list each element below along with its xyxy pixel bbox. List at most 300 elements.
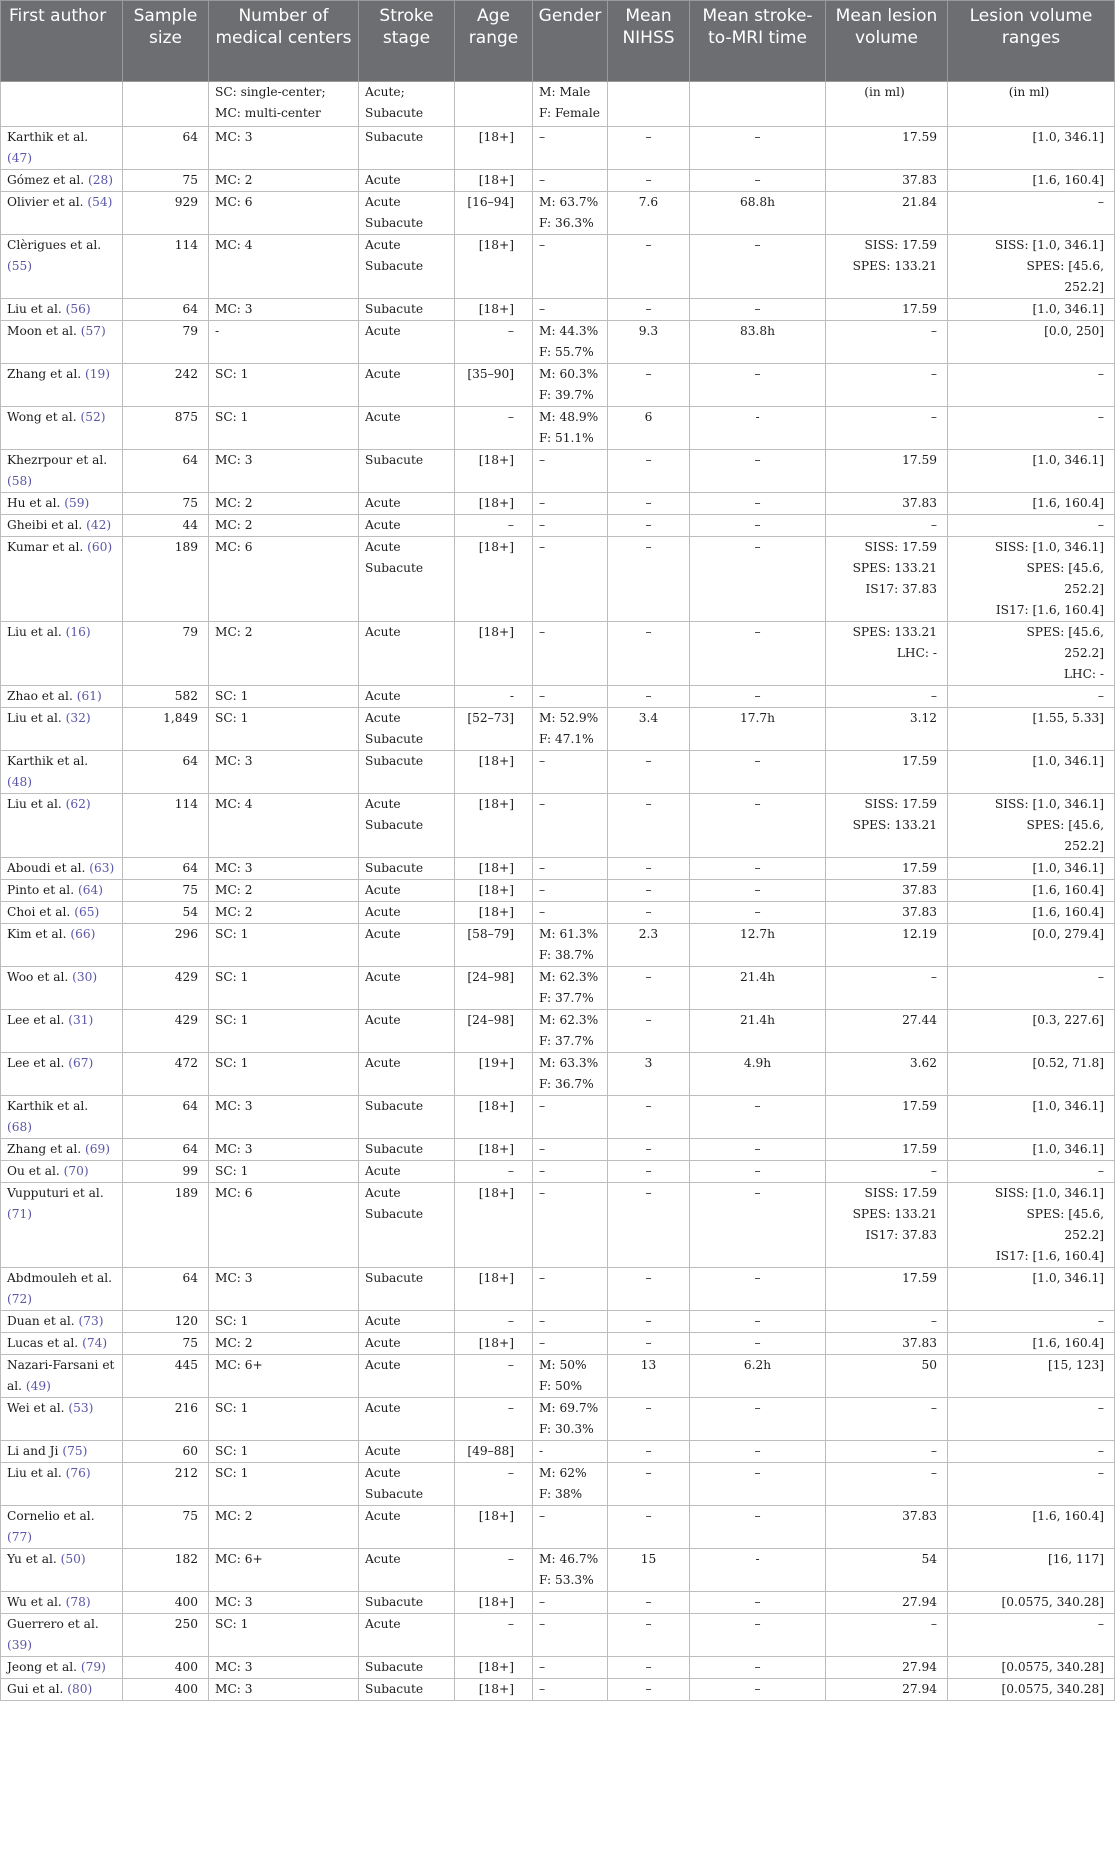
cell-lesion-volume-ranges: [1.6, 160.4] (948, 1333, 1115, 1355)
cell-mean-nihss: – (608, 1657, 690, 1679)
author-name: Wong et al. (7, 410, 81, 424)
cell-stroke-stage: Subacute (359, 1096, 455, 1139)
table-row (1, 1183, 1115, 1268)
reference-link[interactable]: (79) (80, 1660, 106, 1674)
cell-age-range: [24–98] (455, 967, 533, 1010)
note-age-range (455, 82, 533, 127)
cell-sample-size: 79 (123, 622, 209, 686)
cell-first-author (1, 1355, 123, 1398)
cell-gender: – (533, 1161, 608, 1183)
cell-first-author (1, 622, 123, 686)
cell-stroke-to-mri-time: 17.7h (690, 708, 826, 751)
cell-stroke-to-mri-time: – (690, 235, 826, 299)
cell-age-range: [58–79] (455, 924, 533, 967)
cell-stroke-to-mri-time: - (690, 1549, 826, 1592)
author-name: Liu et al. (7, 797, 66, 811)
cell-sample-size: 429 (123, 967, 209, 1010)
cell-lesion-volume-ranges: SPES: [45.6, 252.2] LHC: - (948, 622, 1115, 686)
cell-mean-lesion-volume: SISS: 17.59 SPES: 133.21 (826, 235, 948, 299)
cell-medical-centers: MC: 2 (209, 902, 359, 924)
reference-link[interactable]: (72) (7, 1292, 33, 1306)
author-name: Jeong et al. (7, 1660, 81, 1674)
cell-stroke-stage: Acute (359, 493, 455, 515)
cell-stroke-to-mri-time: – (690, 299, 826, 321)
cell-gender: – (533, 515, 608, 537)
cell-age-range: [18+] (455, 1333, 533, 1355)
cell-stroke-to-mri-time: – (690, 1311, 826, 1333)
reference-link[interactable]: (56) (65, 302, 91, 316)
author-name: Lee et al. (7, 1013, 69, 1027)
cell-age-range: [18+] (455, 1657, 533, 1679)
author-name: Karthik et al. (7, 1099, 89, 1113)
cell-gender: – (533, 1592, 608, 1614)
cell-mean-lesion-volume: 27.94 (826, 1657, 948, 1679)
cell-mean-nihss: 13 (608, 1355, 690, 1398)
cell-mean-nihss: – (608, 858, 690, 880)
cell-gender: – (533, 299, 608, 321)
table-row (1, 299, 1115, 321)
cell-mean-nihss: – (608, 1311, 690, 1333)
cell-gender: – (533, 1679, 608, 1701)
cell-sample-size: 64 (123, 751, 209, 794)
reference-link[interactable]: (53) (68, 1401, 94, 1415)
table-row (1, 1333, 1115, 1355)
cell-stroke-to-mri-time: – (690, 1161, 826, 1183)
table-row (1, 1053, 1115, 1096)
cell-mean-lesion-volume: – (826, 407, 948, 450)
cell-medical-centers: SC: 1 (209, 1614, 359, 1657)
cell-medical-centers: MC: 2 (209, 515, 359, 537)
reference-link[interactable]: (74) (82, 1336, 108, 1350)
cell-stroke-stage: Subacute (359, 751, 455, 794)
cell-sample-size: 400 (123, 1679, 209, 1701)
cell-lesion-volume-ranges: [1.0, 346.1] (948, 1268, 1115, 1311)
cell-mean-lesion-volume: 3.12 (826, 708, 948, 751)
cell-stroke-stage: Acute Subacute (359, 708, 455, 751)
reference-link[interactable]: (48) (7, 775, 33, 789)
cell-gender: – (533, 1614, 608, 1657)
cell-lesion-volume-ranges: [1.0, 346.1] (948, 450, 1115, 493)
cell-stroke-stage: Acute Subacute (359, 235, 455, 299)
cell-stroke-stage: Acute (359, 364, 455, 407)
cell-sample-size: 75 (123, 880, 209, 902)
reference-link[interactable]: (16) (65, 625, 91, 639)
cell-mean-lesion-volume: 17.59 (826, 858, 948, 880)
reference-link[interactable]: (31) (68, 1013, 94, 1027)
col-header-lesion-volume-ranges: Lesion volume ranges (948, 1, 1115, 82)
reference-link[interactable]: (78) (65, 1595, 91, 1609)
cell-mean-nihss: – (608, 902, 690, 924)
cell-stroke-to-mri-time: – (690, 1506, 826, 1549)
cell-mean-lesion-volume: 21.84 (826, 192, 948, 235)
cell-stroke-stage: Acute (359, 1053, 455, 1096)
cell-age-range: [18+] (455, 1183, 533, 1268)
cell-stroke-stage: Acute (359, 321, 455, 364)
reference-link[interactable]: (28) (88, 173, 114, 187)
reference-link[interactable]: (66) (70, 927, 96, 941)
cell-medical-centers: MC: 6+ (209, 1355, 359, 1398)
cell-sample-size: 75 (123, 493, 209, 515)
cell-age-range: – (455, 407, 533, 450)
cell-lesion-volume-ranges: – (948, 364, 1115, 407)
cell-stroke-to-mri-time: – (690, 1139, 826, 1161)
col-header-stroke-to-mri-time: Mean stroke-to-MRI time (690, 1, 826, 82)
cell-gender: – (533, 1268, 608, 1311)
cell-first-author (1, 858, 123, 880)
cell-sample-size: 189 (123, 537, 209, 622)
cell-stroke-stage: Subacute (359, 1679, 455, 1701)
cell-age-range: [18+] (455, 1506, 533, 1549)
cell-mean-nihss: – (608, 1096, 690, 1139)
cell-lesion-volume-ranges: – (948, 1441, 1115, 1463)
cell-lesion-volume-ranges: [0.3, 227.6] (948, 1010, 1115, 1053)
table-row (1, 967, 1115, 1010)
cell-age-range: [18+] (455, 1139, 533, 1161)
cell-stroke-stage: Acute (359, 902, 455, 924)
reference-link[interactable]: (67) (68, 1056, 94, 1070)
cell-stroke-to-mri-time: – (690, 1183, 826, 1268)
author-name: Gheibi et al. (7, 518, 87, 532)
cell-medical-centers: SC: 1 (209, 1398, 359, 1441)
table-row (1, 1010, 1115, 1053)
table-row (1, 1311, 1115, 1333)
table-row (1, 1441, 1115, 1463)
cell-medical-centers: SC: 1 (209, 1441, 359, 1463)
cell-first-author (1, 537, 123, 622)
cell-age-range: [18+] (455, 751, 533, 794)
cell-lesion-volume-ranges: – (948, 967, 1115, 1010)
cell-sample-size: 75 (123, 1506, 209, 1549)
col-header-age-range: Age range (455, 1, 533, 82)
author-name: Lucas et al. (7, 1336, 83, 1350)
cell-lesion-volume-ranges: – (948, 686, 1115, 708)
cell-medical-centers: MC: 3 (209, 1096, 359, 1139)
cell-age-range: [18+] (455, 235, 533, 299)
cell-stroke-to-mri-time: – (690, 1592, 826, 1614)
reference-link[interactable]: (55) (7, 259, 33, 273)
reference-link[interactable]: (60) (87, 540, 113, 554)
cell-sample-size: 54 (123, 902, 209, 924)
cell-medical-centers: MC: 3 (209, 450, 359, 493)
cell-stroke-to-mri-time: 21.4h (690, 1010, 826, 1053)
table-row (1, 1506, 1115, 1549)
table-row (1, 1268, 1115, 1311)
cell-lesion-volume-ranges: [1.0, 346.1] (948, 1096, 1115, 1139)
cell-age-range: – (455, 321, 533, 364)
cell-age-range: [18+] (455, 858, 533, 880)
cell-first-author (1, 192, 123, 235)
author-name: Cornelio et al. (7, 1509, 95, 1523)
cell-mean-lesion-volume: 37.83 (826, 170, 948, 192)
cell-mean-nihss: – (608, 686, 690, 708)
cell-stroke-to-mri-time: – (690, 858, 826, 880)
cell-lesion-volume-ranges: SISS: [1.0, 346.1] SPES: [45.6, 252.2] IS17: [1.6, 160.4] (948, 1183, 1115, 1268)
cell-stroke-to-mri-time: – (690, 1398, 826, 1441)
cell-lesion-volume-ranges: – (948, 192, 1115, 235)
cell-first-author (1, 1614, 123, 1657)
cell-mean-lesion-volume: 17.59 (826, 751, 948, 794)
reference-link[interactable]: (68) (7, 1120, 33, 1134)
reference-link[interactable]: (71) (7, 1207, 33, 1221)
cell-mean-nihss: – (608, 1398, 690, 1441)
cell-stroke-to-mri-time: – (690, 1333, 826, 1355)
cell-mean-nihss: – (608, 450, 690, 493)
reference-link[interactable]: (64) (77, 883, 103, 897)
note-gender: M: Male F: Female (533, 82, 608, 127)
reference-link[interactable]: (65) (74, 905, 100, 919)
table-row (1, 170, 1115, 192)
cell-first-author (1, 170, 123, 192)
cell-mean-lesion-volume: – (826, 967, 948, 1010)
note-medical-centers: SC: single-center; MC: multi-center (209, 82, 359, 127)
author-name: Liu et al. (7, 302, 66, 316)
cell-age-range: [18+] (455, 880, 533, 902)
reference-link[interactable]: (58) (7, 474, 33, 488)
cell-age-range: [52–73] (455, 708, 533, 751)
cell-gender: – (533, 858, 608, 880)
author-name: Lee et al. (7, 1056, 69, 1070)
cell-mean-nihss: – (608, 537, 690, 622)
cell-gender: – (533, 450, 608, 493)
cell-stroke-to-mri-time: 4.9h (690, 1053, 826, 1096)
cell-stroke-to-mri-time: – (690, 364, 826, 407)
cell-mean-lesion-volume: 27.44 (826, 1010, 948, 1053)
cell-lesion-volume-ranges: [1.6, 160.4] (948, 170, 1115, 192)
author-name: Liu et al. (7, 625, 66, 639)
author-name: Kumar et al. (7, 540, 88, 554)
cell-stroke-stage: Acute (359, 1506, 455, 1549)
cell-age-range: [18+] (455, 1096, 533, 1139)
cell-mean-lesion-volume: SPES: 133.21 LHC: - (826, 622, 948, 686)
reference-link[interactable]: (75) (62, 1444, 88, 1458)
reference-link[interactable]: (61) (76, 689, 102, 703)
cell-stroke-to-mri-time: 6.2h (690, 1355, 826, 1398)
cell-first-author (1, 924, 123, 967)
cell-age-range: [18+] (455, 1592, 533, 1614)
cell-first-author (1, 1679, 123, 1701)
cell-gender: M: 62.3% F: 37.7% (533, 1010, 608, 1053)
reference-link[interactable]: (52) (80, 410, 106, 424)
reference-link[interactable]: (54) (87, 195, 113, 209)
cell-first-author (1, 299, 123, 321)
cell-medical-centers: SC: 1 (209, 1161, 359, 1183)
cell-first-author (1, 1333, 123, 1355)
cell-mean-nihss: – (608, 299, 690, 321)
author-name: Moon et al. (7, 324, 81, 338)
cell-mean-nihss: – (608, 1161, 690, 1183)
reference-link[interactable]: (47) (7, 151, 33, 165)
cell-age-range: – (455, 515, 533, 537)
reference-link[interactable]: (39) (7, 1638, 33, 1652)
col-header-medical-centers: Number of medical centers (209, 1, 359, 82)
table-row (1, 880, 1115, 902)
reference-link[interactable]: (62) (65, 797, 91, 811)
cell-mean-lesion-volume: – (826, 1614, 948, 1657)
cell-lesion-volume-ranges: [1.6, 160.4] (948, 880, 1115, 902)
author-name: Olivier et al. (7, 195, 88, 209)
cell-lesion-volume-ranges: [1.6, 160.4] (948, 902, 1115, 924)
table-row (1, 450, 1115, 493)
cell-mean-lesion-volume: 17.59 (826, 299, 948, 321)
cell-lesion-volume-ranges: [0.0575, 340.28] (948, 1592, 1115, 1614)
cell-stroke-to-mri-time: – (690, 1614, 826, 1657)
reference-link[interactable]: (32) (65, 711, 91, 725)
cell-mean-lesion-volume: – (826, 1161, 948, 1183)
cell-lesion-volume-ranges: [15, 123] (948, 1355, 1115, 1398)
cell-sample-size: 1,849 (123, 708, 209, 751)
reference-link[interactable]: (30) (72, 970, 98, 984)
cell-gender: – (533, 794, 608, 858)
cell-gender: – (533, 751, 608, 794)
cell-gender: – (533, 686, 608, 708)
cell-mean-nihss: – (608, 1333, 690, 1355)
cell-gender: M: 63.7% F: 36.3% (533, 192, 608, 235)
reference-link[interactable]: (69) (85, 1142, 111, 1156)
cell-mean-lesion-volume: SISS: 17.59 SPES: 133.21 IS17: 37.83 (826, 537, 948, 622)
cell-age-range: [18+] (455, 170, 533, 192)
table-row (1, 708, 1115, 751)
reference-link[interactable]: (73) (78, 1314, 104, 1328)
reference-link[interactable]: (59) (64, 496, 90, 510)
cell-stroke-stage: Subacute (359, 450, 455, 493)
cell-medical-centers: MC: 3 (209, 1657, 359, 1679)
author-name: Wu et al. (7, 1595, 66, 1609)
note-sample-size (123, 82, 209, 127)
cell-gender: M: 48.9% F: 51.1% (533, 407, 608, 450)
author-name: Liu et al. (7, 711, 66, 725)
cell-stroke-stage: Subacute (359, 1139, 455, 1161)
cell-first-author (1, 686, 123, 708)
cell-mean-lesion-volume: 37.83 (826, 880, 948, 902)
cell-age-range: – (455, 1463, 533, 1506)
cell-stroke-to-mri-time: 68.8h (690, 192, 826, 235)
reference-link[interactable]: (80) (67, 1682, 93, 1696)
cell-first-author (1, 1010, 123, 1053)
cell-stroke-stage: Acute (359, 407, 455, 450)
cell-mean-nihss: 6 (608, 407, 690, 450)
cell-sample-size: 79 (123, 321, 209, 364)
cell-age-range: [18+] (455, 902, 533, 924)
table-row (1, 1463, 1115, 1506)
cell-mean-lesion-volume: – (826, 1441, 948, 1463)
cell-sample-size: 400 (123, 1592, 209, 1614)
cell-medical-centers: MC: 3 (209, 299, 359, 321)
cell-age-range: [18+] (455, 1268, 533, 1311)
cell-stroke-to-mri-time: – (690, 1441, 826, 1463)
cell-stroke-to-mri-time: 12.7h (690, 924, 826, 967)
cell-mean-nihss: – (608, 1183, 690, 1268)
cell-medical-centers: MC: 6 (209, 537, 359, 622)
table-row (1, 1161, 1115, 1183)
cell-mean-nihss: – (608, 127, 690, 170)
cell-stroke-stage: Acute (359, 924, 455, 967)
cell-first-author (1, 1506, 123, 1549)
cell-stroke-stage: Acute (359, 1355, 455, 1398)
cell-first-author (1, 127, 123, 170)
cell-medical-centers: MC: 3 (209, 751, 359, 794)
cell-mean-lesion-volume: – (826, 686, 948, 708)
col-header-mean-nihss: Mean NIHSS (608, 1, 690, 82)
cell-medical-centers: SC: 1 (209, 967, 359, 1010)
cell-mean-lesion-volume: 37.83 (826, 1333, 948, 1355)
cell-stroke-stage: Subacute (359, 127, 455, 170)
cell-stroke-stage: Subacute (359, 1268, 455, 1311)
cell-lesion-volume-ranges: [1.6, 160.4] (948, 493, 1115, 515)
reference-link[interactable]: (76) (65, 1466, 91, 1480)
cell-sample-size: 114 (123, 794, 209, 858)
cell-mean-lesion-volume: 17.59 (826, 450, 948, 493)
cell-lesion-volume-ranges: [0.0575, 340.28] (948, 1657, 1115, 1679)
reference-link[interactable]: (77) (7, 1530, 33, 1544)
cell-gender: – (533, 1333, 608, 1355)
cell-stroke-to-mri-time: – (690, 537, 826, 622)
cell-medical-centers: SC: 1 (209, 1311, 359, 1333)
cell-mean-nihss: – (608, 1614, 690, 1657)
reference-link[interactable]: (63) (89, 861, 115, 875)
author-name: Duan et al. (7, 1314, 79, 1328)
reference-link[interactable]: (70) (63, 1164, 89, 1178)
cell-mean-lesion-volume: 37.83 (826, 493, 948, 515)
cell-mean-nihss: – (608, 1441, 690, 1463)
reference-link[interactable]: (50) (60, 1552, 86, 1566)
cell-stroke-stage: Subacute (359, 1592, 455, 1614)
cell-lesion-volume-ranges: [1.0, 346.1] (948, 751, 1115, 794)
cell-stroke-stage: Acute Subacute (359, 1183, 455, 1268)
cell-stroke-stage: Acute Subacute (359, 192, 455, 235)
cell-first-author (1, 1398, 123, 1441)
cell-stroke-stage: Subacute (359, 299, 455, 321)
cell-sample-size: 64 (123, 450, 209, 493)
cell-age-range: [18+] (455, 493, 533, 515)
author-name: Vupputuri et al. (7, 1186, 104, 1200)
cell-lesion-volume-ranges: [0.52, 71.8] (948, 1053, 1115, 1096)
table-row (1, 622, 1115, 686)
cell-sample-size: 64 (123, 127, 209, 170)
cell-stroke-to-mri-time: – (690, 515, 826, 537)
reference-link[interactable]: (19) (85, 367, 111, 381)
cell-medical-centers: SC: 1 (209, 686, 359, 708)
cell-stroke-stage: Acute (359, 880, 455, 902)
reference-link[interactable]: (57) (80, 324, 106, 338)
cell-mean-lesion-volume: – (826, 1311, 948, 1333)
cell-mean-lesion-volume: 3.62 (826, 1053, 948, 1096)
col-header-mean-lesion-volume: Mean lesion volume (826, 1, 948, 82)
table-row (1, 493, 1115, 515)
cell-stroke-stage: Acute Subacute (359, 537, 455, 622)
cell-lesion-volume-ranges: – (948, 1311, 1115, 1333)
cell-age-range: – (455, 1614, 533, 1657)
cell-stroke-to-mri-time: – (690, 127, 826, 170)
cell-mean-nihss: – (608, 622, 690, 686)
cell-sample-size: 60 (123, 1441, 209, 1463)
author-name: Clèrigues et al. (7, 238, 102, 252)
cell-lesion-volume-ranges: [1.6, 160.4] (948, 1506, 1115, 1549)
cell-gender: – (533, 902, 608, 924)
note-first-author (1, 82, 123, 127)
cell-stroke-to-mri-time: – (690, 751, 826, 794)
reference-link[interactable]: (42) (86, 518, 112, 532)
table-row (1, 1657, 1115, 1679)
cell-sample-size: 44 (123, 515, 209, 537)
table-row (1, 407, 1115, 450)
author-name: Choi et al. (7, 905, 75, 919)
cell-gender: – (533, 493, 608, 515)
cell-stroke-stage: Acute (359, 622, 455, 686)
reference-link[interactable]: (49) (25, 1379, 51, 1393)
cell-first-author (1, 1549, 123, 1592)
cell-mean-nihss: 3.4 (608, 708, 690, 751)
cell-mean-lesion-volume: – (826, 1463, 948, 1506)
